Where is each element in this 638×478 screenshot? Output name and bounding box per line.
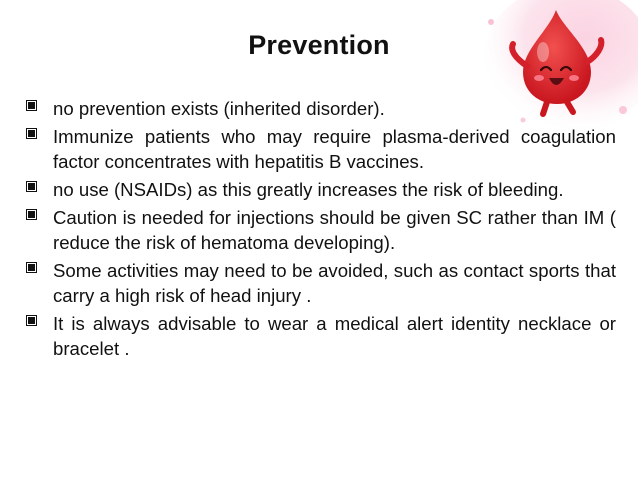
drop-left-cheek	[534, 75, 544, 81]
square-bullet-icon	[28, 102, 35, 109]
bullet-item	[28, 124, 616, 174]
bullet-text: Immunize patients who may require plasma-derived coagulation factor concentrates with hepatitis B vaccines.	[53, 126, 616, 172]
bullet-text: no use (NSAIDs) as this greatly increases the risk of bleeding.	[53, 179, 564, 200]
bullet-text: no prevention exists (inherited disorder).	[53, 98, 385, 119]
bullet-text: Caution is needed for injections should be given SC rather than IM ( reduce the risk of hematoma developing).	[53, 207, 616, 253]
square-bullet-icon	[28, 317, 35, 324]
square-bullet-icon	[28, 183, 35, 190]
square-bullet-icon	[28, 264, 35, 271]
bullet-item	[28, 205, 616, 255]
bullet-list	[28, 96, 616, 364]
drop-right-cheek	[569, 75, 579, 81]
bullet-item	[28, 177, 616, 202]
sparkle-dot	[619, 106, 627, 114]
square-bullet-icon	[28, 211, 35, 218]
bullet-item	[28, 311, 616, 361]
square-bullet-icon	[28, 130, 35, 137]
bullet-text: It is always advisable to wear a medical alert identity necklace or bracelet .	[53, 313, 616, 359]
bullet-item	[28, 96, 616, 121]
bullet-text: Some activities may need to be avoided, such as contact sports that carry a high risk of head injury .	[53, 260, 616, 306]
slide-title: Prevention	[248, 30, 390, 60]
bullet-item	[28, 258, 616, 308]
sparkle-dot	[488, 19, 494, 25]
